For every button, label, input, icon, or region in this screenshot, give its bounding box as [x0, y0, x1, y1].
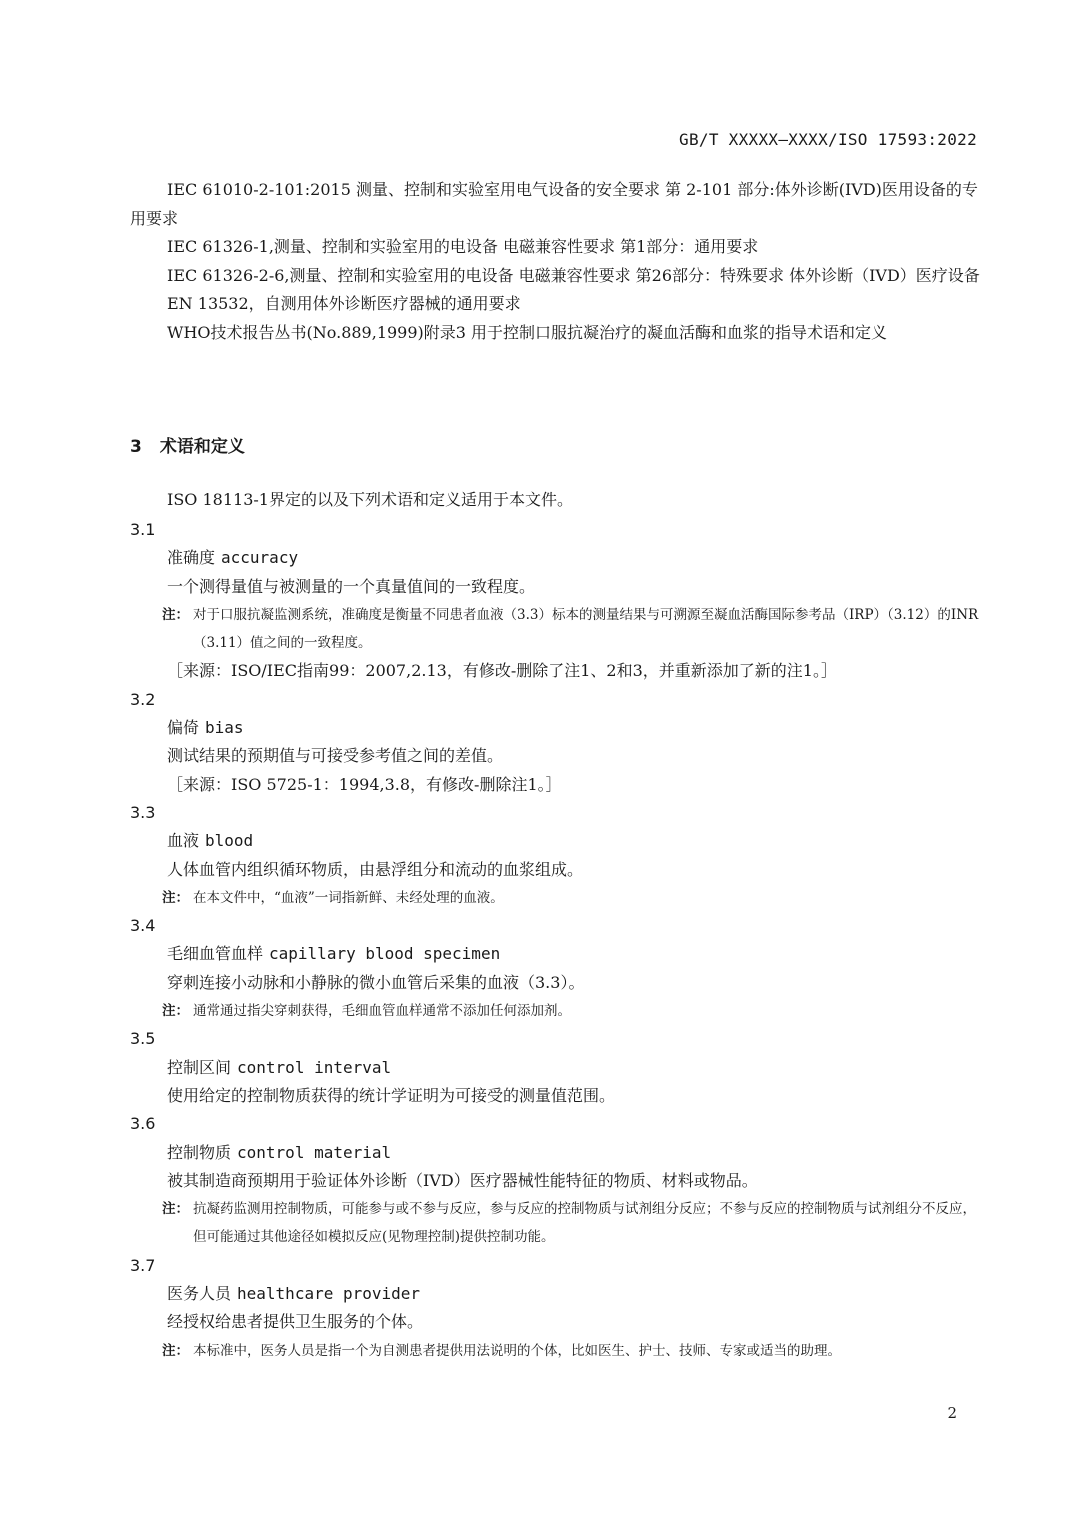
term-en: bias [205, 718, 244, 738]
note-label: 注： [162, 1201, 189, 1218]
term-zh: 血液 [167, 831, 200, 851]
term-en: healthcare provider [237, 1284, 421, 1304]
term-note [130, 997, 980, 1025]
term-zh: 医务人员 [167, 1284, 232, 1304]
section-heading [130, 432, 245, 457]
term-definition: 测试结果的预期值与可接受参考值之间的差值。 [167, 746, 504, 766]
term-number: 3.3 [130, 802, 156, 822]
term-en: blood [205, 831, 254, 851]
term-name [130, 1054, 980, 1082]
section-intro: ISO 18113-1界定的以及下列术语和定义适用于本文件。 [167, 490, 573, 509]
note-label: 注： [162, 606, 189, 623]
term-number: 3.7 [130, 1255, 156, 1275]
term-entry [130, 516, 980, 686]
term-en: control interval [237, 1057, 392, 1077]
term-entry [130, 1110, 980, 1251]
term-source: ［来源：ISO/IEC指南99：2007,2.13，有修改-删除了注1、2和3，并重新添加了新的注1。］ [167, 661, 837, 681]
reference-item: WHO技术报告丛书(No.889,1999)附录3 用于控制口服抗凝治疗的凝血活酶和血浆的指导术语和定义 [167, 322, 888, 342]
section-number: 3 [130, 437, 142, 457]
reference-item: EN 13532，自测用体外诊断医疗器械的通用要求 [167, 294, 521, 313]
term-definition: 经授权给患者提供卫生服务的个体。 [167, 1312, 424, 1332]
term-definition: 使用给定的控制物质获得的统计学证明为可接受的测量值范围。 [167, 1085, 616, 1105]
term-zh: 偏倚 [167, 718, 200, 738]
term-note [130, 1337, 980, 1365]
note-label: 注： [162, 1003, 189, 1020]
term-number: 3.5 [130, 1029, 156, 1049]
term-name [130, 940, 980, 968]
term-source: ［来源：ISO 5725-1：1994,3.8，有修改-删除注1。］ [167, 774, 562, 794]
page-number: 2 [947, 1404, 957, 1422]
term-note [130, 601, 980, 658]
term-number: 3.6 [130, 1114, 156, 1134]
reference-item: IEC 61010-2-101:2015 测量、控制和实验室用电气设备的安全要求 第 2-101 部分:体外诊断(IVD)医用设备的专用要求 [130, 180, 978, 228]
term-note [130, 1195, 980, 1252]
term-name [130, 1139, 980, 1167]
reference-item: IEC 61326-2-6,测量、控制和实验室用的电设备 电磁兼容性要求 第26部分：特殊要求 体外诊断（IVD）医疗设备 [167, 265, 980, 285]
term-entry [130, 912, 980, 1025]
note-text: 通常通过指尖穿刺获得，毛细血管血样通常不添加任何添加剂。 [193, 1003, 571, 1020]
term-zh: 控制物质 [167, 1142, 232, 1162]
term-definition: 穿刺连接小动脉和小静脉的微小血管后采集的血液（3.3）。 [167, 972, 585, 992]
term-en: accuracy [221, 548, 299, 568]
note-text: 本标准中，医务人员是指一个为自测患者提供用法说明的个体，比如医生、护士、技师、专家或适当的助理。 [193, 1342, 841, 1359]
term-zh: 控制区间 [167, 1057, 232, 1077]
term-number: 3.4 [130, 916, 156, 936]
term-definition: 人体血管内组织循环物质，由悬浮组分和流动的血浆组成。 [167, 859, 584, 879]
note-label: 注： [162, 889, 189, 906]
normative-references [130, 176, 980, 347]
term-entry [130, 686, 980, 799]
term-name [130, 714, 980, 742]
term-name [130, 544, 980, 572]
note-text: 在本文件中，“血液”一词指新鲜、未经处理的血液。 [193, 889, 504, 906]
term-name [130, 827, 980, 855]
reference-item: IEC 61326-1,测量、控制和实验室用的电设备 电磁兼容性要求 第1部分：通用要求 [167, 237, 759, 256]
term-definition: 一个测得量值与被测量的一个真量值间的一致程度。 [167, 576, 536, 596]
term-entry [130, 1252, 980, 1365]
section-title: 术语和定义 [159, 437, 245, 457]
terms-list [130, 516, 980, 1365]
term-definition: 被其制造商预期用于验证体外诊断（IVD）医疗器械性能特征的物质、材料或物品。 [167, 1170, 758, 1190]
term-name [130, 1280, 980, 1308]
term-en: control material [237, 1142, 392, 1162]
term-entry [130, 799, 980, 912]
term-note [130, 884, 980, 912]
term-zh: 毛细血管血样 [167, 944, 264, 964]
note-text: 对于口服抗凝监测系统，准确度是衡量不同患者血液（3.3）标本的测量结果与可溯源至凝血活酶国际参考品（IRP）（3.12）的INR（3.11）值之间的一致程度。 [193, 606, 979, 652]
note-text: 抗凝药监测用控制物质，可能参与或不参与反应，参与反应的控制物质与试剂组分反应；不参与反应的控制物质与试剂组分不反应，但可能通过其他途径如模拟反应(见物理控制)提供控制功能。 [193, 1201, 976, 1246]
note-label: 注： [162, 1342, 189, 1359]
document-code-header: GB/T XXXXX—XXXX/ISO 17593:2022 [679, 130, 977, 149]
term-entry [130, 1025, 980, 1110]
term-number: 3.2 [130, 689, 156, 709]
term-zh: 准确度 [167, 548, 216, 568]
term-en: capillary blood specimen [269, 944, 501, 964]
term-number: 3.1 [130, 520, 156, 539]
